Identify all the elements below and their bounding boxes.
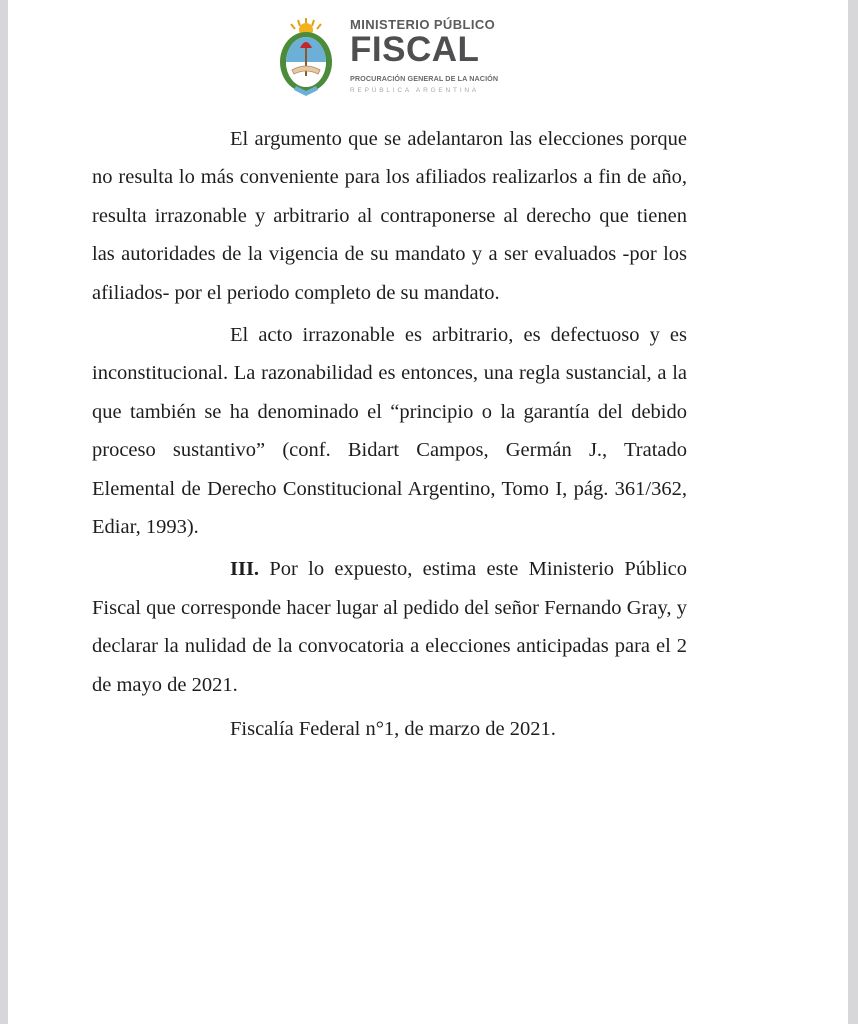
institution-name-block bbox=[350, 18, 530, 96]
section-heading-iii: III. bbox=[230, 558, 260, 581]
document-page bbox=[8, 0, 848, 1024]
paragraph-reasonableness: El acto irrazonable es arbitrario, es defectuoso y es inconstitucional. La razonabilidad es entonces, una regla sustancial, a la que también se ha denominado el “principio o la garantía del debido proceso sustantivo” (conf. Bidart Campos, Germán J., Tratado Elemental de Derecho Constitucional Argentino, Tomo I, pág. 361/362, Ediar, 1993). bbox=[92, 324, 687, 539]
letterhead-logo bbox=[278, 12, 528, 102]
argentina-coat-of-arms-icon bbox=[278, 16, 334, 100]
institution-name-fiscal: FISCAL bbox=[350, 30, 480, 69]
paragraph-conclusion bbox=[92, 550, 687, 704]
institution-subtitle: PROCURACIÓN GENERAL DE LA NACIÓN bbox=[350, 74, 499, 83]
institution-name-line1: MINISTERIO PÚBLICO bbox=[350, 17, 496, 32]
country-name: REPÚBLICA ARGENTINA bbox=[350, 87, 480, 94]
document-body bbox=[92, 120, 687, 749]
conclusion-text: Por lo expuesto, estima este Ministerio Público Fiscal que corresponde hacer lugar al pedido del señor Fernando Gray, y declarar la nulidad de la convocatoria a elecciones anticipadas para el 2 de mayo de 2021. bbox=[92, 558, 687, 696]
signature-place-date: Fiscalía Federal n°1, de marzo de 2021. bbox=[230, 718, 556, 741]
paragraph-argument: El argumento que se adelantaron las elecciones porque no resulta lo más conveniente para los afiliados realizarlos a fin de año, resulta irrazonable y arbitrario al contraponerse al derecho que tienen las autoridades de la vigencia de su mandato y a ser evaluados -por los afiliados- por el periodo completo de su mandato. bbox=[92, 128, 687, 304]
